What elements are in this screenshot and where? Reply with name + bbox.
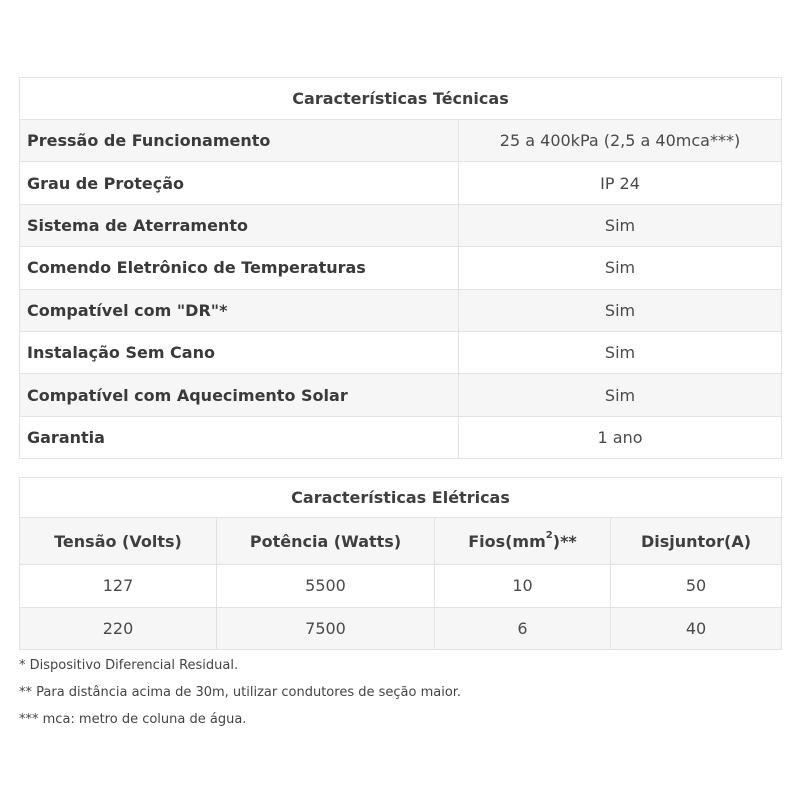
spec-label: Grau de Proteção [20, 162, 459, 204]
fios-header-text: Fios(mm [468, 531, 546, 551]
spec-label: Compatível com Aquecimento Solar [20, 374, 459, 416]
spec-label: Comendo Eletrônico de Temperaturas [20, 247, 459, 289]
table-row [20, 204, 782, 246]
cell-fios: 10 [435, 565, 611, 608]
spec-value: IP 24 [459, 162, 782, 204]
table-header-row [20, 518, 782, 565]
footnotes [19, 652, 461, 733]
footnote-mca: *** mca: metro de coluna de água. [19, 712, 247, 727]
spec-value: 1 ano [459, 416, 782, 458]
cell-potencia: 5500 [217, 565, 435, 608]
spec-label: Garantia [20, 416, 459, 458]
fios-header-superscript: 2 [545, 530, 553, 542]
spec-value: Sim [459, 204, 782, 246]
fios-header-suffix: )** [552, 531, 577, 551]
table-row [20, 607, 782, 650]
table-row [20, 120, 782, 162]
spec-label: Instalação Sem Cano [20, 331, 459, 373]
spec-value: Sim [459, 331, 782, 373]
spec-value: Sim [459, 289, 782, 331]
table-row [20, 416, 782, 458]
table-row [20, 565, 782, 608]
electrical-specs-table [19, 477, 782, 650]
spec-label: Sistema de Aterramento [20, 204, 459, 246]
table-row [20, 247, 782, 289]
cell-disjuntor: 50 [611, 565, 782, 608]
electrical-specs-title: Características Elétricas [20, 478, 782, 518]
cell-potencia: 7500 [217, 607, 435, 650]
technical-specs-title: Características Técnicas [20, 78, 782, 120]
cell-disjuntor: 40 [611, 607, 782, 650]
footnote-distance: ** Para distância acima de 30m, utilizar condutores de seção maior. [19, 685, 462, 700]
cell-tensao: 220 [20, 607, 217, 650]
spec-value: Sim [459, 247, 782, 289]
column-header-disjuntor: Disjuntor(A) [611, 518, 782, 565]
table-row [20, 162, 782, 204]
table-row [20, 331, 782, 373]
spec-label: Compatível com "DR"* [20, 289, 459, 331]
cell-tensao: 127 [20, 565, 217, 608]
spec-value: Sim [459, 374, 782, 416]
column-header-tensao: Tensão (Volts) [20, 518, 217, 565]
spec-label: Pressão de Funcionamento [20, 120, 459, 162]
cell-fios: 6 [435, 607, 611, 650]
footnote-dr: * Dispositivo Diferencial Residual. [19, 658, 239, 673]
spec-value: 25 a 400kPa (2,5 a 40mca***) [459, 120, 782, 162]
table-row [20, 289, 782, 331]
column-header-fios [435, 518, 611, 565]
table-row [20, 374, 782, 416]
column-header-potencia: Potência (Watts) [217, 518, 435, 565]
technical-specs-table [19, 77, 782, 459]
